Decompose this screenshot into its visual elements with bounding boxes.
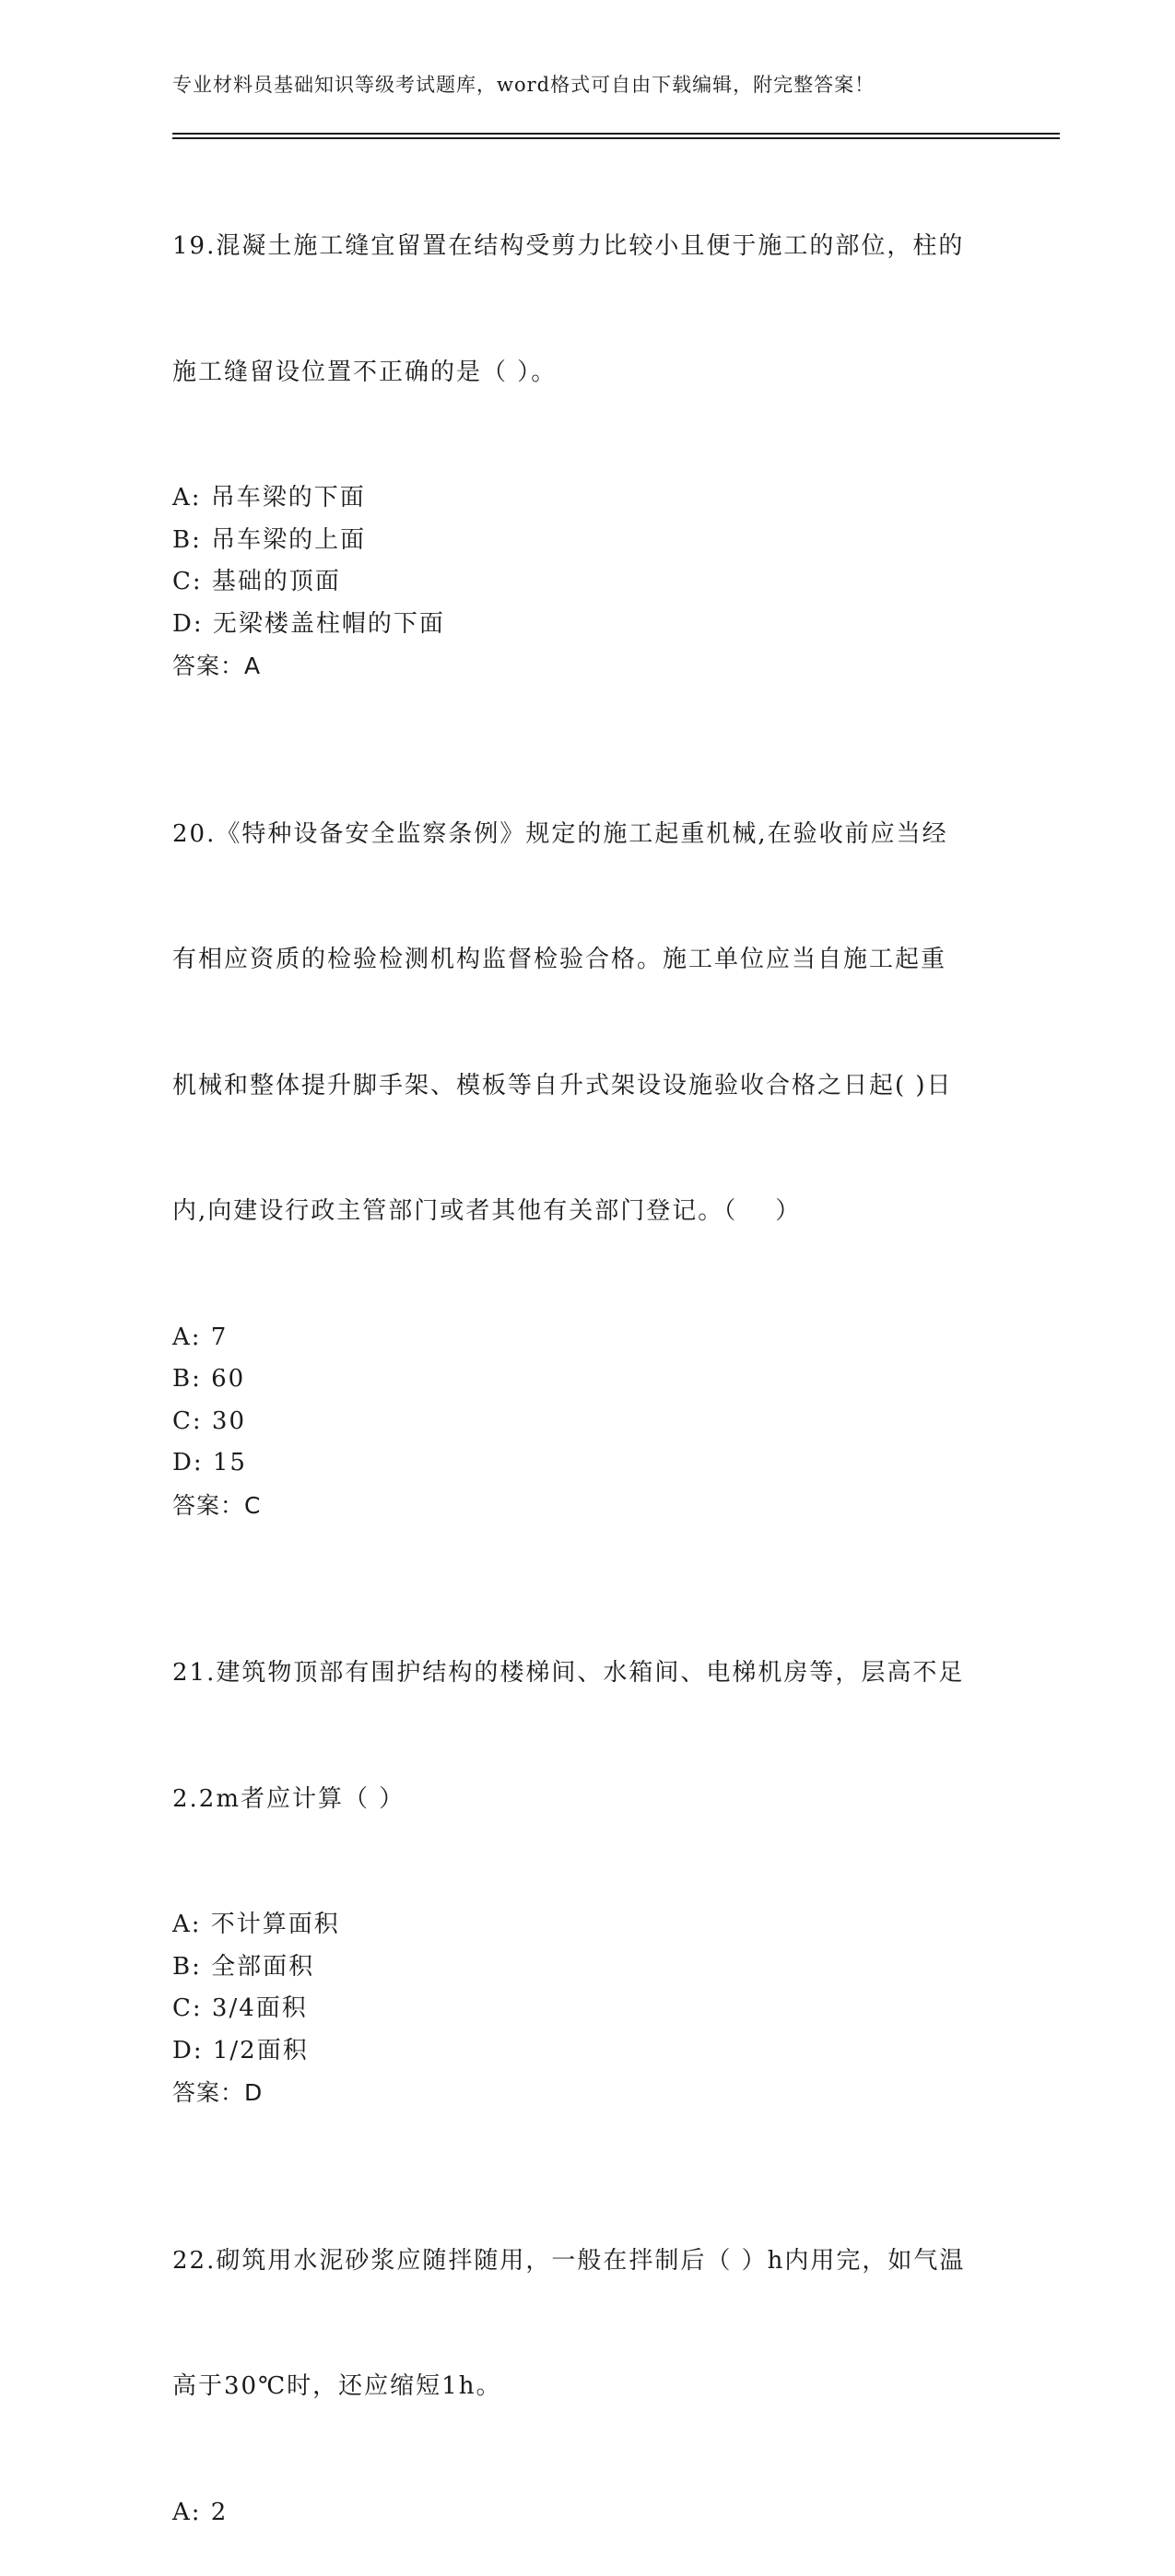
option-c: C: 基础的顶面 bbox=[172, 568, 341, 595]
question-20 bbox=[172, 730, 1002, 1527]
stem-line: 22.砌筑用水泥砂浆应随拌随用，一般在拌制后（ ）h内用完，如气温 bbox=[172, 2246, 966, 2275]
question-stem bbox=[172, 1569, 1002, 1904]
question-21 bbox=[172, 1569, 1002, 2114]
option-c: C: 3/4面积 bbox=[172, 1994, 308, 2022]
option-a: A: 7 bbox=[172, 1323, 229, 1351]
stem-line: 有相应资质的检验检测机构监督检验合格。施工单位应当自施工起重 bbox=[172, 946, 947, 973]
option-a: A: 不计算面积 bbox=[172, 1911, 340, 1938]
answer: 答案：A bbox=[172, 653, 262, 679]
answer: 答案：D bbox=[172, 2079, 264, 2106]
option-a: A: 吊车梁的下面 bbox=[172, 484, 366, 512]
option-d: D: 1/2面积 bbox=[172, 2036, 309, 2064]
question-list bbox=[172, 142, 1002, 2576]
header-rule-top bbox=[172, 133, 1060, 135]
stem-line: 2.2m者应计算（ ） bbox=[172, 1784, 405, 1813]
stem-line: 施工缝留设位置不正确的是（ ）。 bbox=[172, 358, 558, 386]
answer: 答案：C bbox=[172, 1491, 262, 1519]
question-stem bbox=[172, 142, 1002, 477]
stem-line: 21.建筑物顶部有围护结构的楼梯间、水箱间、电梯机房等，层高不足 bbox=[172, 1659, 965, 1687]
stem-line: 内,向建设行政主管部门或者其他有关部门登记。（ ） bbox=[172, 1197, 802, 1225]
option-d: D: 15 bbox=[172, 1449, 247, 1476]
stem-line: 19.混凝土施工缝宜留置在结构受剪力比较小且便于施工的部位，柱的 bbox=[172, 232, 965, 260]
option-b: B: 全部面积 bbox=[172, 1952, 315, 1981]
option-b: B: 吊车梁的上面 bbox=[172, 525, 367, 554]
stem-line: 20.《特种设备安全监察条例》规定的施工起重机械,在验收前应当经 bbox=[172, 819, 948, 848]
header-rule-bottom bbox=[172, 137, 1060, 139]
question-stem bbox=[172, 730, 1002, 1317]
option-d: D: 无梁楼盖柱帽的下面 bbox=[172, 609, 445, 638]
question-stem bbox=[172, 2157, 1002, 2492]
page-header: 专业材料员基础知识等级考试题库，word格式可自由下载编辑，附完整答案！ bbox=[172, 74, 875, 96]
stem-line: 高于30℃时，还应缩短1h。 bbox=[172, 2372, 502, 2400]
option-b: B: 60 bbox=[172, 1365, 246, 1393]
stem-line: 机械和整体提升脚手架、模板等自升式架设设施验收合格之日起( )日 bbox=[172, 1071, 953, 1100]
option-a: A: 2 bbox=[172, 2498, 229, 2526]
question-22 bbox=[172, 2157, 1002, 2535]
question-19 bbox=[172, 142, 1002, 688]
option-c: C: 30 bbox=[172, 1406, 247, 1435]
